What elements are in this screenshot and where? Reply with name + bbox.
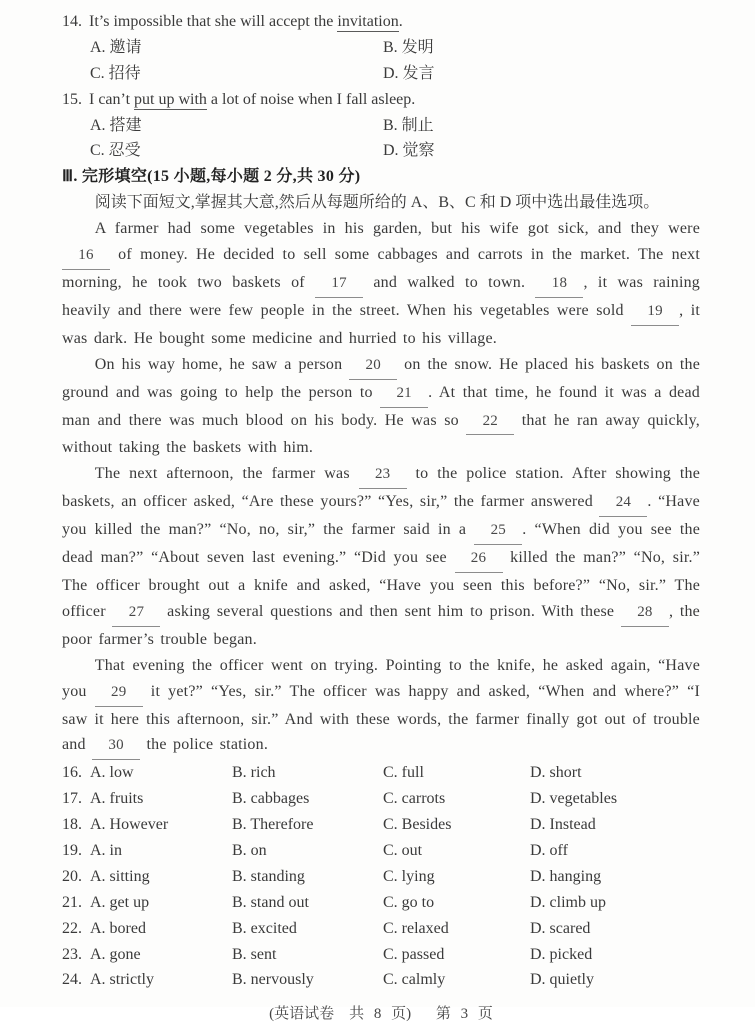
vocab-question-15	[62, 87, 700, 165]
option-cell: C. out	[383, 841, 423, 859]
option-cell: D. hanging	[530, 867, 602, 885]
option-cell	[62, 864, 232, 890]
blank-number: 20	[365, 356, 381, 373]
option-cell	[62, 812, 232, 838]
cloze-blank-18	[535, 270, 583, 298]
option-cell: C. lying	[383, 867, 435, 885]
blank-number: 26	[470, 550, 487, 567]
cloze-option-row	[62, 838, 700, 864]
stem-text: It’s impossible that she will accept the invitation.	[89, 13, 403, 30]
cloze-blank-28	[621, 599, 669, 627]
cloze-option-row	[62, 812, 700, 838]
option-cell: D. quietly	[530, 971, 594, 989]
option-cell: B. sent	[232, 945, 277, 963]
option-text: A. fruits	[90, 790, 144, 808]
option-cell: B. 发明	[383, 38, 434, 56]
cloze-blank-30	[92, 732, 140, 760]
option-cell: C. relaxed	[383, 919, 449, 937]
option-text: A. in	[90, 841, 122, 859]
option-cell: C. carrots	[383, 790, 446, 808]
cloze-option-row	[62, 967, 700, 993]
question-number: 14.	[62, 13, 82, 30]
option-number: 19.	[62, 841, 82, 859]
blank-number: 27	[128, 603, 145, 620]
question-number: 15.	[62, 90, 82, 108]
option-cell: B. excited	[232, 919, 297, 937]
option-cell: C. go to	[383, 893, 435, 911]
vocab-questions-section	[62, 9, 700, 164]
blank-number: 23	[374, 466, 391, 483]
page-footer: (英语试卷 共 8 页) 第 3 页	[269, 1006, 493, 1023]
option-cell: D. off	[530, 841, 568, 859]
option-text: A. bored	[90, 919, 146, 937]
underlined-term: invitation	[337, 13, 399, 30]
cloze-blank-20	[349, 352, 397, 380]
vocab-question-14	[62, 9, 700, 87]
option-cell: C. Besides	[383, 816, 452, 834]
option-cell: B. nervously	[232, 971, 314, 989]
option-text: A. get up	[90, 893, 150, 911]
cloze-option-row	[62, 786, 700, 812]
option-cell	[62, 786, 232, 812]
option-cell: D. 觉察	[383, 142, 435, 160]
cloze-blank-25	[474, 517, 522, 545]
option-grid	[62, 113, 700, 165]
cloze-option-row	[62, 942, 700, 968]
option-number: 24.	[62, 971, 82, 989]
option-cell	[62, 760, 232, 786]
blank-number: 22	[482, 412, 499, 429]
cloze-instruction: 阅读下面短文,掌握其大意,然后从每题所给的 A、B、C 和 D 项中选出最佳选项。	[94, 194, 660, 212]
blank-number: 18	[551, 275, 568, 291]
option-cell	[62, 967, 232, 993]
option-number: 22.	[62, 919, 82, 937]
blank-number: 24	[615, 494, 632, 511]
option-cell: D. Instead	[530, 816, 596, 834]
option-cell: B. rich	[232, 764, 276, 782]
option-cell	[62, 838, 232, 864]
option-cell: C. 招待	[90, 64, 141, 82]
option-text: A. strictly	[90, 971, 154, 989]
cloze-blank-23	[359, 461, 407, 489]
option-number: 16.	[62, 764, 82, 782]
option-cell: D. short	[530, 764, 582, 782]
option-cell: D. scared	[530, 919, 591, 937]
cloze-option-row	[62, 916, 700, 942]
cloze-options-table	[62, 760, 700, 993]
stem-text: I can’t put up with a lot of noise when I fall asleep.	[89, 90, 416, 108]
option-cell: B. on	[232, 841, 267, 859]
passage-paragraph: On his way home, he saw a person 20 on the snow. He placed his baskets on the ground and was going to help the person to 21 . At that time, he found it was a dead man and there was much blood on his body. He was so 22 that he ran away quickly, without taking the baskets with him.	[62, 352, 700, 462]
question-stem	[62, 87, 700, 113]
option-cell: D. 发言	[383, 64, 435, 82]
blank-number: 21	[396, 384, 412, 401]
cloze-option-row	[62, 760, 700, 786]
option-cell: B. standing	[232, 867, 305, 885]
option-number: 17.	[62, 790, 82, 808]
option-cell: B. 制止	[383, 116, 434, 134]
cloze-blank-19	[631, 298, 679, 326]
option-cell: D. vegetables	[530, 790, 618, 808]
blank-number: 19	[647, 302, 663, 319]
cloze-blank-22	[466, 408, 514, 436]
cloze-blank-17	[315, 270, 363, 298]
blank-number: 25	[490, 522, 506, 539]
option-number: 18.	[62, 816, 82, 834]
option-cell: D. climb up	[530, 893, 606, 911]
option-text: A. However	[90, 816, 169, 834]
option-cell: B. Therefore	[232, 816, 314, 834]
blank-number: 17	[331, 275, 347, 291]
passage-paragraph: The next afternoon, the farmer was 23 to the police station. After showing the baskets, an officer asked, “Are these yours?” “Yes, sir,” the farmer answered 24 . “Have you killed the man?” “No, no, sir,” the farmer said in a 25 . “When did you see the dead man?” “About seven last evening.” “Did you see 26 killed the man?” “No, sir.” The officer brought out a knife and asked, “Have you seen this before?” “No, sir.” The officer 27 asking several questions and then sent him to prison. With these 28 , the poor farmer’s trouble began.	[62, 461, 700, 652]
option-cell	[62, 942, 232, 968]
option-cell: B. cabbages	[232, 790, 310, 808]
option-cell: B. stand out	[232, 893, 309, 911]
option-text: A. gone	[90, 945, 141, 963]
cloze-blank-29	[95, 679, 143, 707]
blank-number: 16	[78, 247, 94, 264]
option-cell: A. 邀请	[90, 38, 142, 56]
blank-number: 28	[637, 603, 653, 620]
option-cell: C. passed	[383, 945, 445, 963]
cloze-blank-26	[455, 545, 503, 573]
cloze-option-row	[62, 864, 700, 890]
option-number: 20.	[62, 867, 82, 885]
cloze-blank-27	[112, 599, 160, 627]
option-cell: D. picked	[530, 945, 593, 963]
cloze-option-row	[62, 890, 700, 916]
option-number: 23.	[62, 945, 82, 963]
option-cell: C. calmly	[383, 971, 446, 989]
option-cell: C. 忍受	[90, 142, 141, 160]
question-stem	[62, 9, 700, 35]
blank-number: 29	[111, 683, 127, 700]
blank-number: 30	[108, 737, 124, 754]
cloze-section-title: Ⅲ. 完形填空(15 小题,每小题 2 分,共 30 分)	[62, 168, 361, 186]
cloze-blank-24	[599, 489, 647, 517]
option-cell: A. 搭建	[90, 116, 142, 134]
option-cell	[62, 890, 232, 916]
cloze-blank-21	[380, 380, 428, 408]
option-number: 21.	[62, 893, 82, 911]
underlined-term: put up with	[134, 90, 207, 108]
option-cell	[62, 916, 232, 942]
option-text: A. sitting	[90, 867, 150, 885]
passage-paragraph: That evening the officer went on trying. Pointing to the knife, he asked again, “Have you 29 it yet?” “Yes, sir.” The officer was happy and asked, “When and where?” “I saw it here this afternoon, sir.” And with these words, the farmer finally got out of trouble and 30 the police station.	[62, 653, 700, 761]
option-cell: C. full	[383, 764, 424, 782]
option-grid	[62, 35, 700, 87]
option-text: A. low	[90, 764, 134, 782]
cloze-blank-16	[62, 242, 110, 270]
passage-paragraph: A farmer had some vegetables in his garden, but his wife got sick, and they were 16 of money. He decided to sell some cabbages and carrots in the market. The next morning, he took two baskets of 17 and walked to town. 18 , it was raining heavily and there were few people in the street. When his vegetables were sold 19 , it was dark. He bought some medicine and hurried to his village.	[62, 220, 701, 347]
cloze-passage	[62, 216, 700, 760]
